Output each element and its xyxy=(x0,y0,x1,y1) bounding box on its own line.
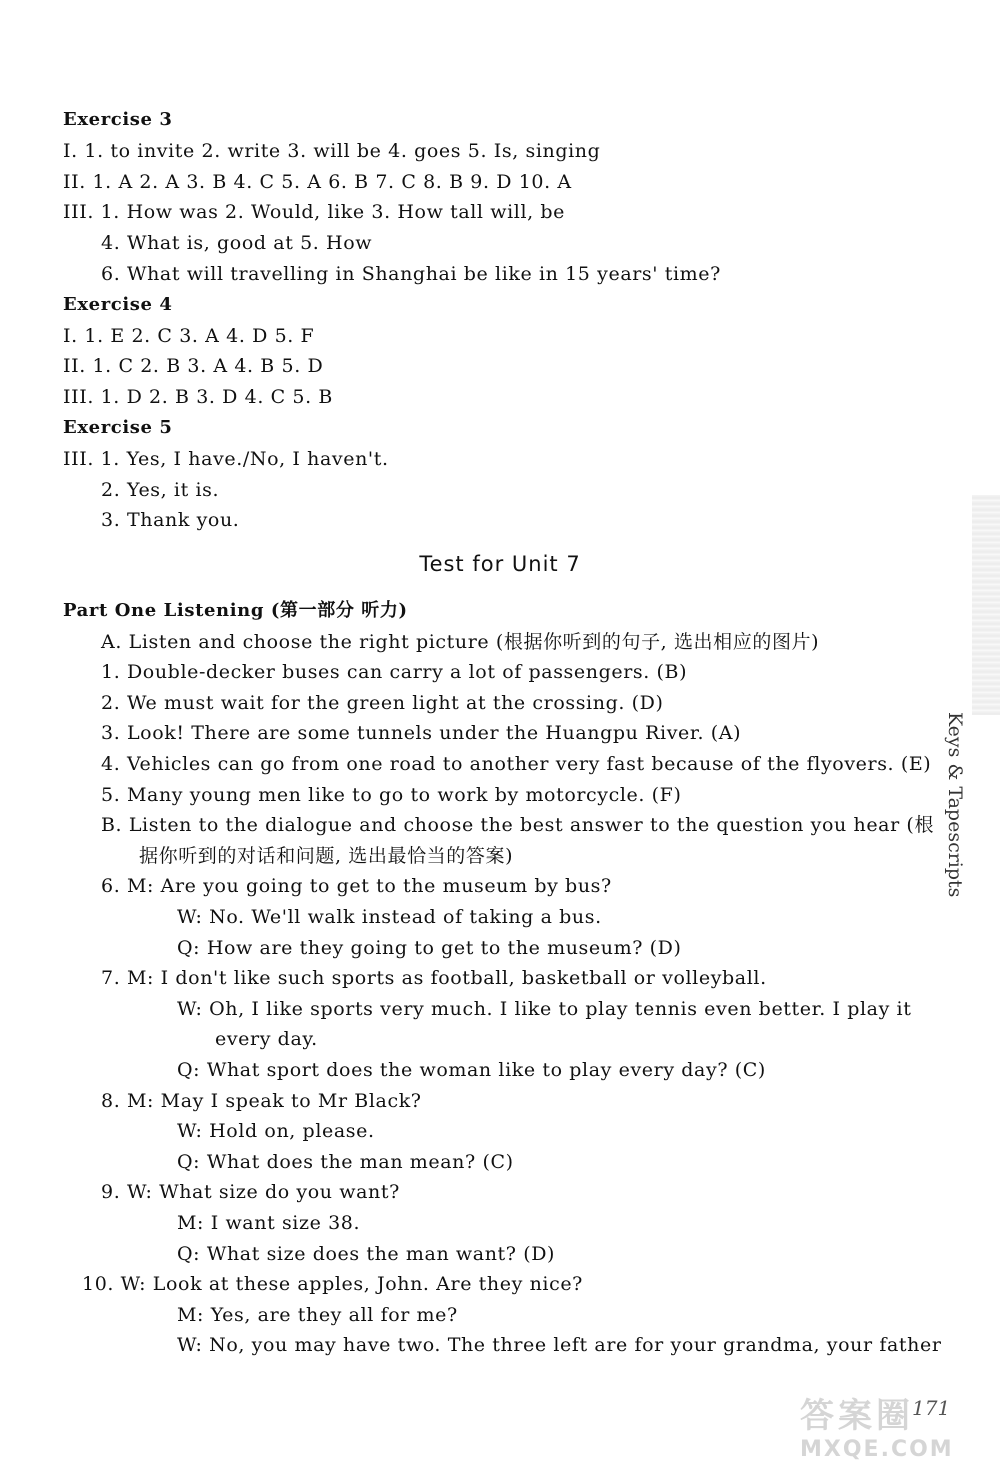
text-line: 1. Double-decker buses can carry a lot of passengers. (B) xyxy=(101,661,688,684)
text-line: I. 1. to invite 2. write 3. will be 4. goes 5. Is, singing xyxy=(63,139,601,162)
text-line: II. 1. C 2. B 3. A 4. B 5. D xyxy=(63,355,324,378)
text-line: 2. We must wait for the green light at the crossing. (D) xyxy=(101,691,664,714)
side-label-text: Keys & Tapescripts xyxy=(944,712,966,898)
text-line: W: No. We'll walk instead of taking a bus. xyxy=(177,906,602,928)
page-edge-shading xyxy=(972,495,1000,715)
text-line: W: Hold on, please. xyxy=(177,1120,375,1143)
text-line: 7. M: I don't like such sports as football, basketball or volleyball. xyxy=(101,967,767,990)
section-heading: Exercise 5 xyxy=(63,417,173,438)
page-number: 171 xyxy=(912,1396,951,1420)
text-line: Q: What does the man mean? (C) xyxy=(177,1150,514,1173)
text-line: 3. Thank you. xyxy=(101,509,240,532)
text-line: 8. M: May I speak to Mr Black? xyxy=(101,1089,422,1112)
text-line: M: I want size 38. xyxy=(177,1212,361,1234)
text-line: Q: How are they going to get to the museum? (D) xyxy=(177,936,682,959)
text-line: Q: What size does the man want? (D) xyxy=(177,1242,556,1265)
text-line: every day. xyxy=(215,1028,318,1051)
text-line: I. 1. E 2. C 3. A 4. D 5. F xyxy=(63,324,315,347)
watermark-logo xyxy=(800,1388,990,1462)
text-line: 6. What will travelling in Shanghai be like in 15 years' time? xyxy=(101,263,721,285)
text-line: Q: What sport does the woman like to play every day? (C) xyxy=(177,1059,766,1081)
text-line: 4. Vehicles can go from one road to another very fast because of the flyovers. (E) xyxy=(101,753,932,775)
section-heading: Part One Listening (第一部分 听力) xyxy=(63,600,408,621)
section-heading: Exercise 3 xyxy=(63,109,173,130)
text-line: M: Yes, are they all for me? xyxy=(177,1303,458,1326)
section-heading: Exercise 4 xyxy=(63,293,173,315)
text-line: 9. W: What size do you want? xyxy=(101,1181,400,1204)
text-line: 6. M: Are you going to get to the museum by bus? xyxy=(101,875,612,898)
watermark-line1: 答案圈 xyxy=(800,1396,914,1436)
text-line: 4. What is, good at 5. How xyxy=(101,232,373,255)
text-line: W: No, you may have two. The three left are for your grandma, your father xyxy=(177,1334,942,1357)
text-line: 10. W: Look at these apples, John. Are they nice? xyxy=(82,1273,583,1296)
text-line: III. 1. How was 2. Would, like 3. How tall will, be xyxy=(63,201,566,224)
side-running-label xyxy=(938,712,968,912)
text-line: II. 1. A 2. A 3. B 4. C 5. A 6. B 7. C 8. B 9. D 10. A xyxy=(63,170,572,193)
section-title: Test for Unit 7 xyxy=(419,552,581,576)
text-line: A. Listen and choose the right picture (根据你听到的句子, 选出相应的图片) xyxy=(101,630,820,653)
text-line: 2. Yes, it is. xyxy=(101,478,220,501)
text-line: 5. Many young men like to go to work by motorcycle. (F) xyxy=(101,783,682,806)
text-line: 3. Look! There are some tunnels under the Huangpu River. (A) xyxy=(101,722,742,745)
text-line: 据你听到的对话和问题, 选出最恰当的答案) xyxy=(139,844,514,867)
text-line: III. 1. D 2. B 3. D 4. C 5. B xyxy=(63,386,333,409)
text-line: W: Oh, I like sports very much. I like to play tennis even better. I play it xyxy=(177,997,912,1020)
text-line: III. 1. Yes, I have./No, I haven't. xyxy=(63,447,389,470)
text-line: B. Listen to the dialogue and choose the best answer to the question you hear (根 xyxy=(101,814,935,837)
watermark-line2: MXQE.COM xyxy=(800,1437,954,1462)
